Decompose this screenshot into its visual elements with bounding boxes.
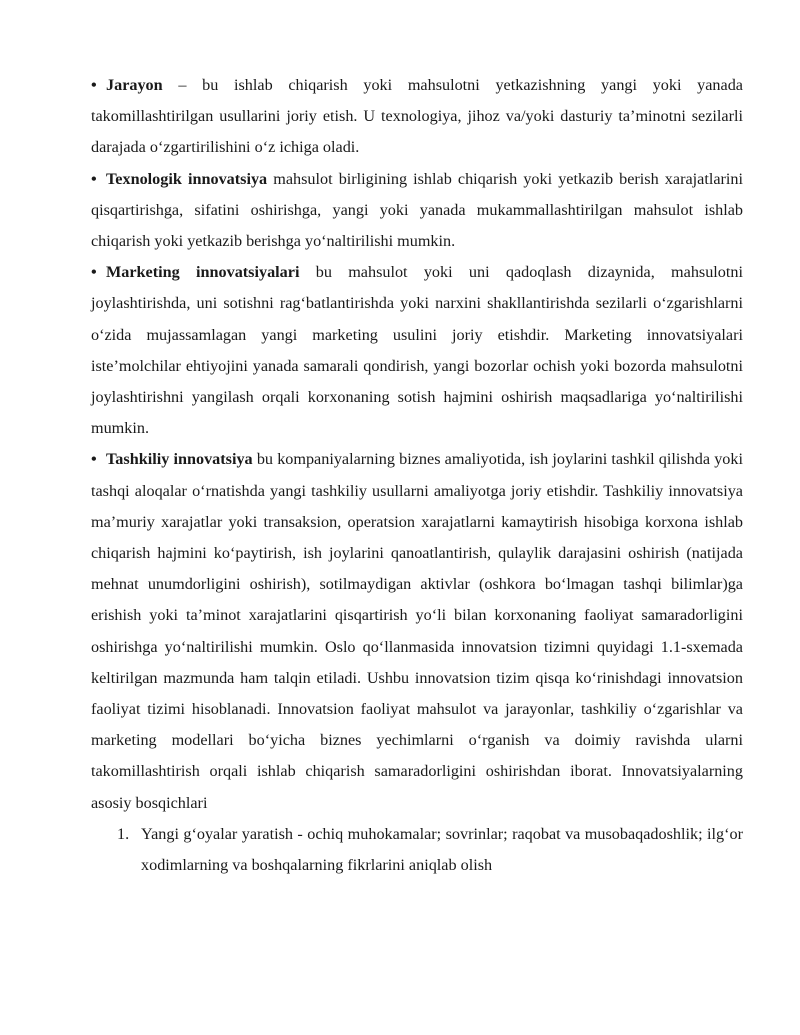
bullet-icon: • bbox=[91, 169, 97, 188]
bullet-text: – bu ishlab chiqarish yoki mahsulotni yetkazishning yangi yoki yanada takomillashtirilgan usullarini joriy etish. U texnologiya, jihoz va/yoki dasturiy ta’minotni sezilarli darajada o‘zgartirilishini o‘z ichiga oladi. bbox=[91, 76, 743, 157]
bullet-term: Marketing innovatsiyalari bbox=[106, 263, 300, 282]
bullet-text: bu mahsulot yoki uni qadoqlash dizaynida, mahsulotni joylashtirishda, uni sotishni rag‘batlantirishda yoki narxini shakllantirishda sezilarli o‘zgarishlarni o‘zida mujassamlagan yangi marketing usulini joriy etishdir. Marketing innovatsiyalari iste’molchilar ehtiyojini yanada samarali qondirish, yangi bozorlar ochish yoki bozorda mahsulotni joylashtirishni yangilash orqali korxonaning sotish hajmini oshirish maqsadlariga yo‘naltirilishi mumkin. bbox=[91, 263, 743, 438]
bullet-icon: • bbox=[91, 450, 97, 469]
bullet-text: mahsulot birligining ishlab chiqarish yoki yetkazib berish xarajatlarini qisqartirishga, sifatini oshirishga, yangi yoki yanada mukammallashtirilgan mahsulot ishlab chiqarish yoki yetkazib berishga yo‘naltirilishi mumkin. bbox=[91, 169, 743, 251]
list-number: 1. bbox=[117, 824, 130, 843]
bullet-icon: • bbox=[91, 263, 97, 282]
bullet-item-tashkiliy bbox=[91, 444, 743, 818]
bullet-item-marketing bbox=[91, 257, 743, 444]
bullet-term: Texnologik innovatsiya bbox=[106, 169, 268, 188]
bullet-item-texnologik bbox=[91, 164, 743, 258]
bullet-icon: • bbox=[91, 76, 97, 94]
bullet-text: bu kompaniyalarning biznes amaliyotida, ish joylarini tashkil qilishda yoki tashqi aloqalar o‘rnatishda yangi tashkiliy usullarni amaliyotga joriy etishdir. Tashkiliy innovatsiya ma’muriy xarajatlar yoki transaksion, operatsion xarajatlarni kamaytirish hisobiga korxona ishlab chiqarish hajmini ko‘paytirish, ish joylarini qanoatlantirish, qulaylik darajasini oshirish (natijada mehnat unumdorligini oshirish), sotilmaydigan aktivlar (oshkora bo‘lmagan tashqi bilimlar)ga erishish yoki ta’minot xarajatlarini qisqartirish yo‘li bilan korxonaning faoliyat samaradorligini oshirishga yo‘naltirilishi mumkin. Oslo qo‘llanmasida innovatsion tizimni quyidagi 1.1-sxemada keltirilgan mazmunda ham talqin etiladi. Ushbu innovatsion tizim qisqa ko‘rinishdagi innovatsion faoliyat tizimi hisoblanadi. Innovatsion faoliyat mahsulot va jarayonlar, tashkiliy o‘zgarishlar va marketing modellari bo‘yicha biznes yechimlarni o‘rganish va doimiy ravishda ularni takomillashtirish orqali ishlab chiqarish samaradorligini oshirishdan iborat. Innovatsiyalarning asosiy bosqichlari bbox=[91, 450, 743, 812]
bullet-term: Tashkiliy innovatsiya bbox=[106, 450, 253, 469]
numbered-text: Yangi g‘oyalar yaratish - ochiq muhokamalar; sovrinlar; raqobat va musobaqadoshlik; ilg‘or xodimlarning va boshqalarning fikrlarini aniqlab olish bbox=[141, 824, 743, 875]
document-page bbox=[91, 70, 743, 881]
numbered-item-1 bbox=[91, 819, 743, 881]
bullet-term: Jarayon bbox=[106, 76, 163, 94]
bullet-item-jarayon bbox=[91, 70, 743, 164]
